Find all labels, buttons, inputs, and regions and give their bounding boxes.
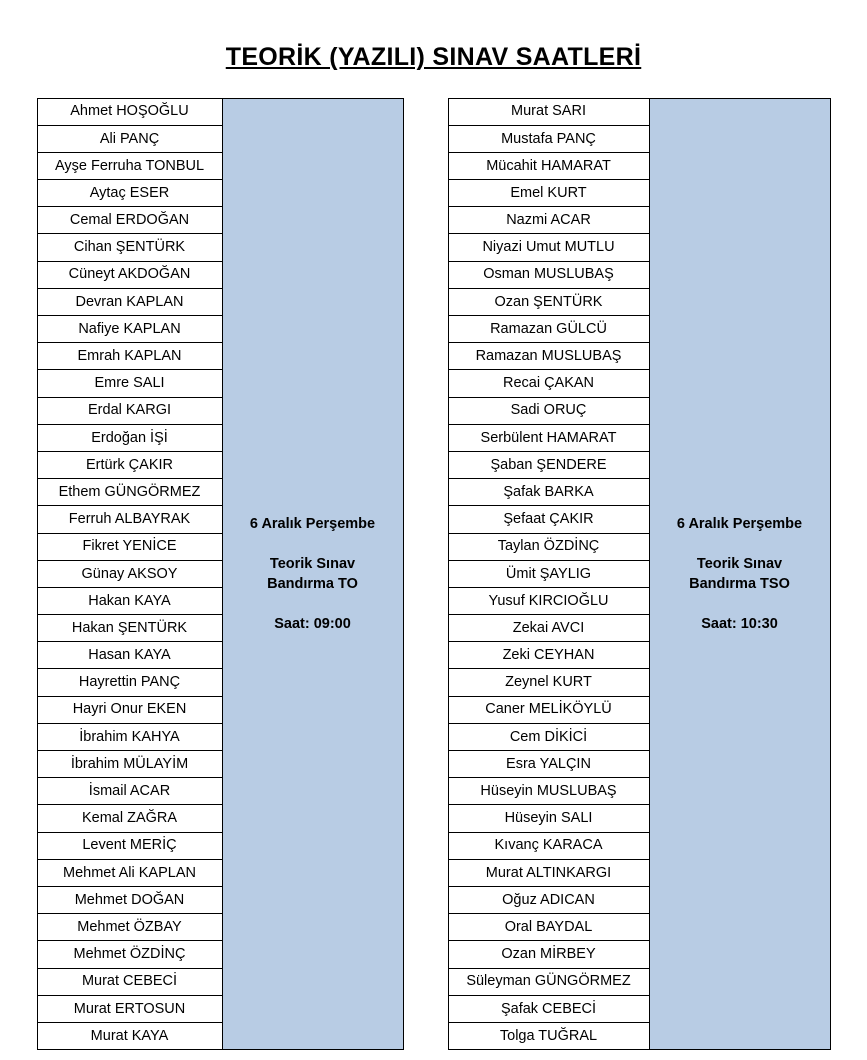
table-row (37, 397, 222, 424)
table-row (448, 316, 649, 343)
page-title: TEORİK (YAZILI) SINAV SAATLERİ (225, 43, 642, 71)
table-row (37, 479, 222, 506)
candidate-name: Süleyman GÜNGÖRMEZ (448, 968, 649, 995)
exam-info-panel-right (650, 98, 831, 1051)
table-row (37, 587, 222, 614)
table-row (37, 533, 222, 560)
table-row (448, 370, 649, 397)
exam-group-left (37, 98, 404, 1051)
candidate-name: Ümit ŞAYLIG (448, 560, 649, 587)
exam-time: Saat: 09:00 (274, 615, 351, 632)
table-row (448, 587, 649, 614)
candidate-name: Emre SALI (37, 370, 222, 397)
candidate-name: Şefaat ÇAKIR (448, 506, 649, 533)
candidate-name-table-right (448, 98, 650, 1051)
candidate-name: Sadi ORUÇ (448, 397, 649, 424)
candidate-name: Günay AKSOY (37, 560, 222, 587)
exam-date: 6 Aralık Perşembe (676, 515, 803, 532)
candidate-name: İbrahim MÜLAYİM (37, 751, 222, 778)
candidate-name: Kemal ZAĞRA (37, 805, 222, 832)
candidate-name: Oğuz ADICAN (448, 886, 649, 913)
candidate-name: Murat ALTINKARGI (448, 859, 649, 886)
candidate-name: Murat ERTOSUN (37, 995, 222, 1022)
candidate-name: Erdal KARGI (37, 397, 222, 424)
table-row (37, 914, 222, 941)
table-row (448, 397, 649, 424)
table-row (37, 98, 222, 125)
candidate-name: Nazmi ACAR (448, 207, 649, 234)
candidate-name-table-left (37, 98, 223, 1051)
table-row (37, 615, 222, 642)
candidate-name: Ayşe Ferruha TONBUL (37, 152, 222, 179)
table-row (37, 451, 222, 478)
candidate-name: Aytaç ESER (37, 180, 222, 207)
table-row (448, 669, 649, 696)
candidate-name: Levent MERİÇ (37, 832, 222, 859)
table-row (448, 723, 649, 750)
table-row (448, 886, 649, 913)
candidate-name: Mehmet ÖZBAY (37, 914, 222, 941)
table-row (37, 778, 222, 805)
exam-type: Teorik Sınav (696, 555, 783, 572)
table-row (37, 751, 222, 778)
table-row (37, 343, 222, 370)
table-row (448, 343, 649, 370)
table-row (448, 152, 649, 179)
table-row (448, 859, 649, 886)
table-row (448, 506, 649, 533)
exam-group-right (448, 98, 831, 1051)
candidate-name: Şaban ŞENDERE (448, 451, 649, 478)
candidate-name: Ahmet HOŞOĞLU (37, 98, 222, 125)
exam-place: Bandırma TSO (689, 575, 790, 592)
candidate-name: Mehmet ÖZDİNÇ (37, 941, 222, 968)
exam-type: Teorik Sınav (269, 555, 356, 572)
table-row (448, 125, 649, 152)
table-row (37, 941, 222, 968)
table-row (37, 207, 222, 234)
candidate-name: Hakan ŞENTÜRK (37, 615, 222, 642)
candidate-name: Hayrettin PANÇ (37, 669, 222, 696)
candidate-name: Zekai AVCI (448, 615, 649, 642)
table-row (37, 642, 222, 669)
exam-date: 6 Aralık Perşembe (249, 515, 376, 532)
candidate-name: Mustafa PANÇ (448, 125, 649, 152)
table-row (37, 968, 222, 995)
candidate-name: Tolga TUĞRAL (448, 1022, 649, 1049)
table-row (448, 778, 649, 805)
candidate-name: Erdoğan İŞİ (37, 424, 222, 451)
table-row (448, 560, 649, 587)
candidate-name: Emel KURT (448, 180, 649, 207)
table-row (448, 914, 649, 941)
candidate-name: Şafak BARKA (448, 479, 649, 506)
candidate-name: İbrahim KAHYA (37, 723, 222, 750)
candidate-name: Zeynel KURT (448, 669, 649, 696)
candidate-name: Cihan ŞENTÜRK (37, 234, 222, 261)
candidate-name: İsmail ACAR (37, 778, 222, 805)
candidate-name: Hasan KAYA (37, 642, 222, 669)
table-row (37, 152, 222, 179)
table-row (37, 805, 222, 832)
table-row (37, 560, 222, 587)
table-row (37, 1022, 222, 1049)
table-row (448, 696, 649, 723)
candidate-name: Ethem GÜNGÖRMEZ (37, 479, 222, 506)
table-row (37, 370, 222, 397)
candidate-name: Murat KAYA (37, 1022, 222, 1049)
table-row (448, 1022, 649, 1049)
candidate-name: Ferruh ALBAYRAK (37, 506, 222, 533)
table-row (448, 234, 649, 261)
exam-info-panel-left (223, 98, 404, 1051)
candidate-name: Nafiye KAPLAN (37, 316, 222, 343)
candidate-name: Esra YALÇIN (448, 751, 649, 778)
candidate-name: Taylan ÖZDİNÇ (448, 533, 649, 560)
table-row (37, 234, 222, 261)
candidate-name: Zeki CEYHAN (448, 642, 649, 669)
candidate-name: Hüseyin MUSLUBAŞ (448, 778, 649, 805)
candidate-name: Mehmet DOĞAN (37, 886, 222, 913)
candidate-name: Ramazan MUSLUBAŞ (448, 343, 649, 370)
exam-place: Bandırma TO (267, 575, 358, 592)
table-row (37, 316, 222, 343)
table-row (37, 288, 222, 315)
table-row (448, 424, 649, 451)
table-row (448, 941, 649, 968)
table-row (37, 886, 222, 913)
table-row (37, 995, 222, 1022)
candidate-name: Şafak CEBECİ (448, 995, 649, 1022)
table-row (448, 288, 649, 315)
table-row (37, 180, 222, 207)
table-row (448, 451, 649, 478)
candidate-name: Cüneyt AKDOĞAN (37, 261, 222, 288)
candidate-name: Mücahit HAMARAT (448, 152, 649, 179)
table-row (448, 207, 649, 234)
table-row (37, 506, 222, 533)
table-row (37, 723, 222, 750)
table-row (448, 98, 649, 125)
candidate-name: Recai ÇAKAN (448, 370, 649, 397)
table-row (448, 968, 649, 995)
table-row (37, 125, 222, 152)
candidate-name: Ali PANÇ (37, 125, 222, 152)
candidate-name: Kıvanç KARACA (448, 832, 649, 859)
candidate-name: Niyazi Umut MUTLU (448, 234, 649, 261)
candidate-name: Serbülent HAMARAT (448, 424, 649, 451)
candidate-name: Hakan KAYA (37, 587, 222, 614)
candidate-name: Caner MELİKÖYLÜ (448, 696, 649, 723)
table-row (448, 479, 649, 506)
candidate-name: Murat SARI (448, 98, 649, 125)
candidate-name: Osman MUSLUBAŞ (448, 261, 649, 288)
table-row (448, 751, 649, 778)
candidate-name: Mehmet Ali KAPLAN (37, 859, 222, 886)
table-row (37, 832, 222, 859)
table-row (448, 533, 649, 560)
table-row (37, 261, 222, 288)
table-row (448, 805, 649, 832)
table-row (37, 669, 222, 696)
candidate-name: Devran KAPLAN (37, 288, 222, 315)
candidate-name: Hüseyin SALI (448, 805, 649, 832)
candidate-name: Ramazan GÜLCÜ (448, 316, 649, 343)
table-row (37, 859, 222, 886)
candidate-name: Yusuf KIRCIOĞLU (448, 587, 649, 614)
candidate-name: Fikret YENİCE (37, 533, 222, 560)
table-row (448, 180, 649, 207)
candidate-name: Cemal ERDOĞAN (37, 207, 222, 234)
candidate-name: Hayri Onur EKEN (37, 696, 222, 723)
candidate-name: Ertürk ÇAKIR (37, 451, 222, 478)
candidate-name: Ozan ŞENTÜRK (448, 288, 649, 315)
table-row (448, 642, 649, 669)
candidate-name: Emrah KAPLAN (37, 343, 222, 370)
table-row (448, 615, 649, 642)
table-row (448, 995, 649, 1022)
table-row (37, 424, 222, 451)
exam-groups-container (0, 98, 867, 1051)
table-row (37, 696, 222, 723)
candidate-name: Oral BAYDAL (448, 914, 649, 941)
table-row (448, 832, 649, 859)
candidate-name: Ozan MİRBEY (448, 941, 649, 968)
candidate-name: Cem DİKİCİ (448, 723, 649, 750)
table-row (448, 261, 649, 288)
exam-time: Saat: 10:30 (701, 615, 778, 632)
candidate-name: Murat CEBECİ (37, 968, 222, 995)
